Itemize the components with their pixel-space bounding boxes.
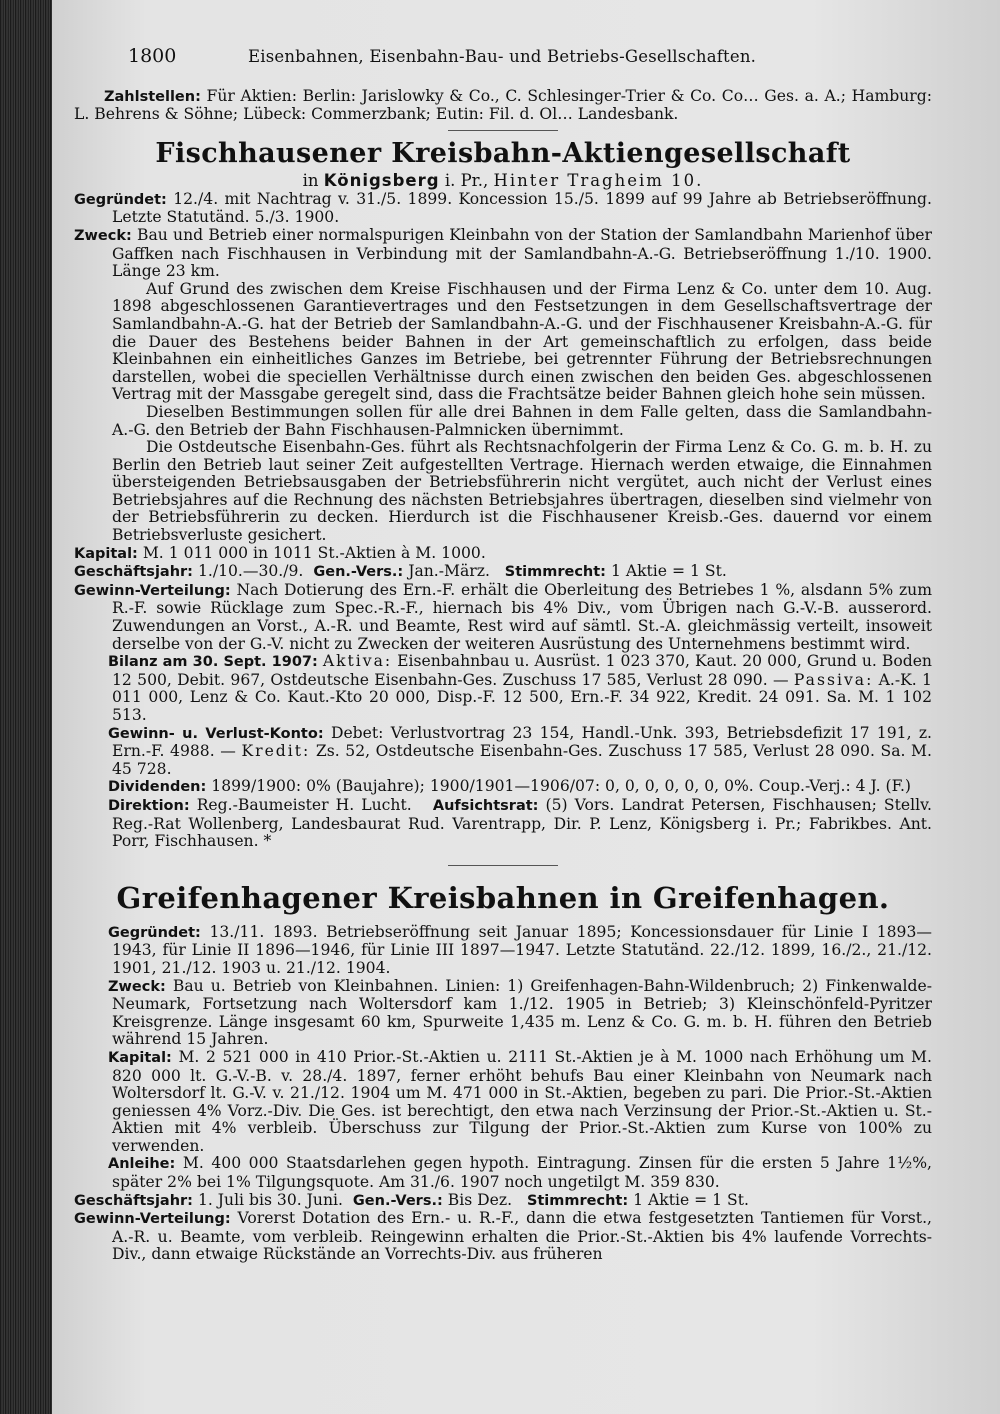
- dividenden-label: Dividenden:: [108, 779, 207, 796]
- aufsichtsrat-text: (5) Vors. Landrat Petersen, Fischhausen; Stellv. Reg.-Rat Wollenberg, Landesbaurat Rud. Varentrapp, Dir. P. Lenz, Königsberg i. Pr.; Fabrikbes. Ant. Porr, Fischhausen. *: [112, 795, 932, 851]
- gewinn-verteilung-label: Gewinn-Verteilung:: [74, 582, 231, 599]
- zweck-p3-text: Dieselben Bestimmungen sollen für alle drei Bahnen in dem Falle gelten, dass die Samlandbahn-A.-G. den Betrieb der Bahn Fischhausen-Palmnicken übernimmt.: [112, 402, 932, 439]
- kapital-text: M. 1 011 000 in 1011 St.-Aktien à M. 1000.: [142, 543, 486, 562]
- bilanz-passiva-word: Passiva:: [793, 670, 874, 689]
- zahlstellen-entry: [74, 88, 932, 124]
- bilanz-passiva-text: A.-K. 1 011 000, Lenz & Co. Kaut.-Kto 20 000, Disp.-F. 12 500, Ern.-F. 34 922, Kredit. 24 091. Sa. M. 1 102 513.: [112, 670, 932, 724]
- guv-debet-text: Debet: Verlustvortrag 23 154, Handl.-Unk. 393, Betriebsdefizit 17 191, z. Ern.-F. 4988. —: [112, 723, 932, 761]
- zweck-paragraph-3: [74, 404, 932, 439]
- company-location: [74, 171, 932, 191]
- genvers-label: Gen.-Vers.:: [313, 564, 404, 581]
- dividenden-entry: [74, 778, 932, 797]
- guv-kredit-text: Zs. 52, Ostdeutsche Eisenbahn-Ges. Zuschuss 17 585, Verlust 28 090. Sa. M. 45 728.: [112, 742, 932, 778]
- zweck-paragraph-4: [74, 439, 932, 545]
- zweck-text: Bau und Betrieb einer normalspurigen Kleinbahn von der Station der Samlandbahn Marienhof über Gaffken nach Fischhausen in Verbindung mit der Samlandbahn-A.-G. Betriebseröffnung 1./10. 1900. Länge 23 km.: [112, 225, 932, 281]
- running-title: Eisenbahnen, Eisenbahn-Bau- und Betriebs-Gesellschaften.: [248, 47, 757, 66]
- guv-entry: [74, 725, 932, 779]
- guv-kredit-word: Kredit:: [241, 742, 311, 761]
- company-title-fischhausen: Fischhausener Kreisbahn-Aktiengesellschaft: [155, 137, 851, 169]
- zahlstellen-label: Zahlstellen:: [104, 88, 201, 105]
- section-divider: [448, 130, 558, 131]
- g-stimmrecht-text: 1 Aktie = 1 St.: [633, 1190, 749, 1209]
- book-binding-edge: [0, 0, 52, 1414]
- g-zweck-label: Zweck:: [108, 978, 166, 995]
- zweck-p2-text: Auf Grund des zwischen dem Kreise Fischhausen und der Firma Lenz & Co. unter dem 10. Aug. 1898 abgeschlossenen Garantievertrages und den Festsetzungen in dem Gesellschaftsvertrage der Samlandbahn-A.-G. hat der Betrieb der Samlandbahn-A.-G. und der Fischhausener Kreisbahn-A.-G. für die Dauer des Bestehens beider Bahnen in der Art gemeinschaftlich zu erfolgen, dass beide Kleinbahnen ein einheitliches Ganzes im Betriebe, bei getrennter Führung der Betriebsrechnungen darstellen, wobei die speciellen Verhältnisse durch einen zwischen den beiden Ges. abgeschlossenen Vertrag mit der Massgabe geregelt sind, dass die Frachtsätze beider Bahnen gleich hohe sein müssen.: [112, 279, 932, 404]
- running-header: [74, 45, 932, 67]
- g-zweck-text: Bau u. Betrieb von Kleinbahnen. Linien: 1) Greifenhagen-Bahn-Wildenbruch; 2) Finkenwalde-Neumark, Fortsetzung nach Woltersdorf kam 1./12. 1905 in Betrieb; 3) Kleinschönfeld-Pyritzer Kreisgrenze. Länge insgesamt 60 km, Spurweite 1,435 m. Lenz & Co. G. m. b. H. führen den Betrieb während 15 Jahren.: [112, 976, 932, 1049]
- location-prefix: in: [302, 170, 319, 190]
- g-geschaeftsjahr-text: 1. Juli bis 30. Juni.: [197, 1190, 343, 1209]
- g-gegruendet-label: Gegründet:: [108, 924, 201, 941]
- geschaeftsjahr-entry: [74, 563, 932, 582]
- guv-label: Gewinn- u. Verlust-Konto:: [108, 725, 324, 742]
- zweck-entry: [74, 227, 932, 281]
- company-title-greifenhagen: Greifenhagener Kreisbahnen in Greifenhagen.: [116, 880, 890, 915]
- page-number: 1800: [128, 45, 177, 67]
- gewinn-verteilung-entry: [74, 582, 932, 653]
- g-anleihe-label: Anleihe:: [108, 1156, 176, 1173]
- zweck-p4-text: Die Ostdeutsche Eisenbahn-Ges. führt als Rechtsnachfolgerin der Firma Lenz & Co. G. m. b. H. zu Berlin den Betrieb laut seiner Zeit aufgestellten Vertrage. Hiernach werden etwaige, die Einnahmen übersteigenden Betriebsausgaben der Betriebsführerin nicht vergütet, auch nicht der Verlust eines Betriebsjahres auf die Rechnung des nächsten Betriebsjahres übertragen, dieselben sind vielmehr von der Betriebsführerin zu decken. Hierdurch ist die Fischhausener Kreisb.-Ges. dauernd vor einem Betriebsverluste gesichert.: [112, 438, 932, 545]
- gewinn-verteilung-text: Nach Dotierung des Ern.-F. erhält die Oberleitung des Betriebes 1 %, alsdann 5% zum R.-F. sowie Rücklage zum Spec.-R.-F., hiernach bis 4% Div., vom Übrigen nach G.-V.-B. ausserord. Zuwendungen an Vorst., A.-R. und Beamte, Rest wird auf sämtl. St.-A. gleichmässig verteilt, insoweit derselbe von der G.-V. nicht zu Zwecken der weiteren Ausrüstung des Unternehmens bestimmt wird.: [112, 580, 932, 653]
- g-kapital-text: M. 2 521 000 in 410 Prior.-St.-Aktien u. 2111 St.-Aktien je à M. 1000 nach Erhöhung um M. 820 000 lt. G.-V.-B. v. 28./4. 1897, ferner erhöht behufs Bau einer Kleinbahn von Neumark nach Woltersdorf lt. G.-V. v. 21./12. 1904 um M. 471 000 in St.-Aktien, begeben zu pari. Die Prior.-St.-Aktien geniessen 4% Vorz.-Div. Die Ges. ist berechtigt, den etwa nach Verzinsung der Prior.-St.-Aktien u. St.-Aktien mit 4% verbleib. Überschuss zur Tilgung der Prior.-St.-Aktien zum Kurse von 100% zu verwenden.: [112, 1047, 932, 1155]
- location-city: Königsberg: [323, 170, 440, 190]
- g-kapital-entry: [74, 1049, 932, 1156]
- stimmrecht-text: 1 Aktie = 1 St.: [610, 562, 727, 581]
- genvers-text: Jan.-März.: [408, 562, 490, 581]
- direktion-label: Direktion:: [108, 797, 190, 814]
- zweck-paragraph-2: [74, 281, 932, 404]
- g-gewinn-verteilung-text: Vorerst Dotation des Ern.- u. R.-F., dann die etwa festgesetzten Tantiemen für Vorst., A.-R. u. Beamte, vom verbleib. Reingewinn erhalten die Prior.-St.-Aktien bis 4% laufende Vorrechts-Div., dann etwaige Rückstände an Vorrechts-Div. aus früheren: [112, 1209, 932, 1264]
- bilanz-aktiva-text: Eisenbahnbau u. Ausrüst. 1 023 370, Kaut. 20 000, Grund u. Boden 12 500, Debit. 967, Ostdeutsche Eisenbahn-Ges. Zuschuss 17 585, Verlust 28 090. —: [112, 652, 932, 689]
- direktion-text: Reg.-Baumeister H. Lucht.: [196, 795, 412, 814]
- gegruendet-text: 12./4. mit Nachtrag v. 31./5. 1899. Koncession 15./5. 1899 auf 99 Jahre ab Betriebseröffnung. Letzte Statutänd. 5./3. 1900.: [112, 189, 932, 227]
- kapital-label: Kapital:: [74, 545, 138, 562]
- direktion-entry: [74, 797, 932, 851]
- g-genvers-label: Gen.-Vers.:: [352, 1192, 443, 1209]
- bilanz-aktiva-word: Aktiva:: [322, 652, 393, 671]
- geschaeftsjahr-text: 1./10.—30./9.: [197, 562, 304, 581]
- bilanz-label: Bilanz am 30. Sept. 1907:: [108, 654, 318, 671]
- location-street: Hinter Tragheim 10.: [493, 170, 704, 190]
- g-gegruendet-text: 13./11. 1893. Betriebseröffnung seit Januar 1895; Koncessionsdauer für Linie I 1893—1943, für Linie II 1896—1946, für Linie III 1897—1947. Letzte Statutänd. 22./12. 1899, 16./2., 21./12. 1901, 21./12. 1903 u. 21./12. 1904.: [112, 922, 932, 977]
- zweck-label: Zweck:: [74, 227, 132, 244]
- dividenden-text: 1899/1900: 0% (Baujahre); 1900/1901—1906/07: 0, 0, 0, 0, 0, 0, 0%. Coup.-Verj.: 4 J. (F.): [211, 777, 912, 796]
- g-gewinn-verteilung-entry: [74, 1210, 932, 1264]
- location-suffix: i. Pr.,: [444, 170, 489, 190]
- g-gegruendet-entry: [74, 924, 932, 978]
- g-stimmrecht-label: Stimmrecht:: [526, 1192, 629, 1209]
- gegruendet-label: Gegründet:: [74, 191, 167, 208]
- zahlstellen-text: Für Aktien: Berlin: Jarislowky & Co., C. Schlesinger-Trier & Co. Co… Ges. a. A.; Hamburg: L. Behrens & Söhne; Lübeck: Commerzbank; Eutin: Fil. d. Ol… Landesbank.: [74, 86, 932, 124]
- g-geschaeftsjahr-label: Geschäftsjahr:: [74, 1192, 193, 1209]
- g-geschaeftsjahr-entry: [74, 1192, 932, 1211]
- stimmrecht-label: Stimmrecht:: [504, 564, 606, 581]
- g-gewinn-verteilung-label: Gewinn-Verteilung:: [74, 1211, 231, 1228]
- kapital-entry: [74, 545, 932, 564]
- g-anleihe-text: M. 400 000 Staatsdarlehen gegen hypoth. Eintragung. Zinsen für die ersten 5 Jahre 1½%, später 2% bei 1% Tilgungsquote. Am 31./6. 1907 noch ungetilgt M. 359 830.: [112, 1154, 932, 1192]
- geschaeftsjahr-label: Geschäftsjahr:: [74, 564, 193, 581]
- aufsichtsrat-label: Aufsichtsrat:: [432, 797, 539, 814]
- g-zweck-entry: [74, 978, 932, 1049]
- gegruendet-entry: [74, 191, 932, 227]
- g-anleihe-entry: [74, 1155, 932, 1191]
- bilanz-entry: [74, 653, 932, 724]
- g-kapital-label: Kapital:: [108, 1049, 172, 1066]
- g-genvers-text: Bis Dez.: [447, 1190, 513, 1209]
- section-divider-2: [448, 865, 558, 866]
- page-content: [74, 45, 932, 1264]
